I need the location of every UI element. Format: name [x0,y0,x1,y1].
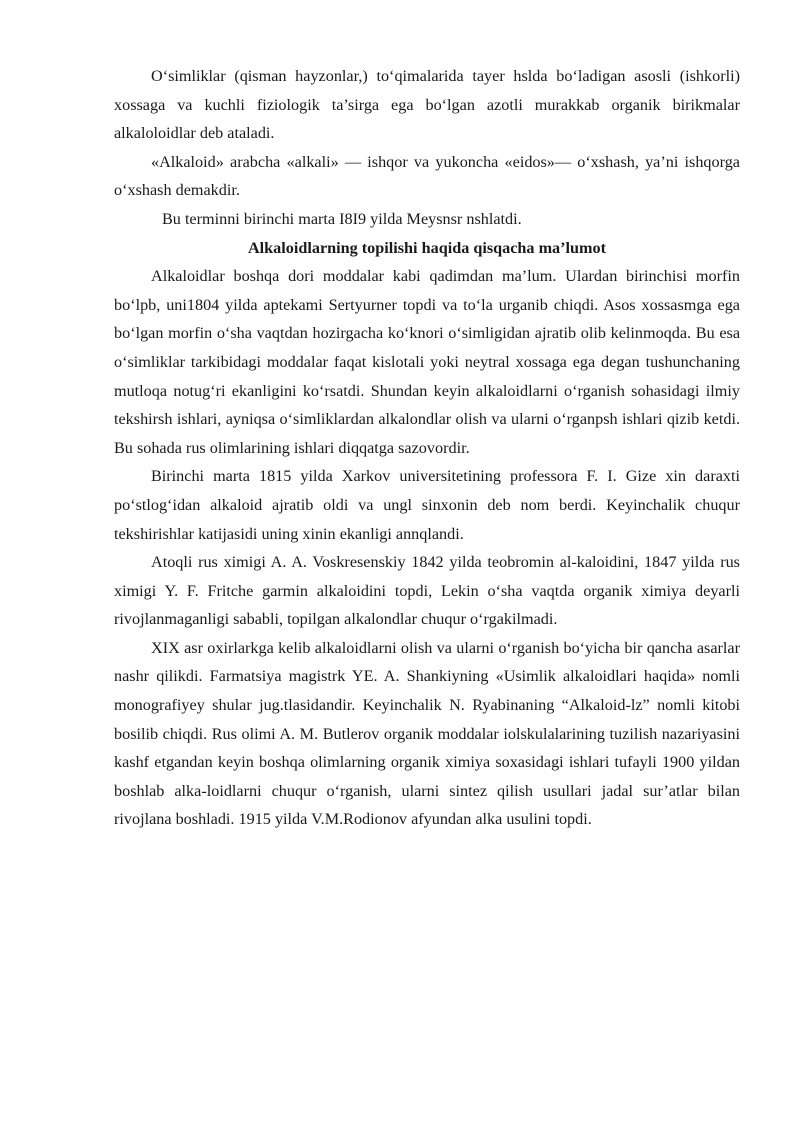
paragraph-etymology: «Alkaloid» arabcha «alkali» — ishqor va yukoncha «eidos»— o‘xshash, ya’ni ishqorga o‘xshash demakdir. [114,152,740,200]
paragraph-voskresenskiy: Atoqli rus ximigi A. A. Voskresenskiy 1842 yilda teobromin al-kaloidini, 1847 yilda rus ximigi Y. F. Fritche garmin alkaloidini topdi, Lekin o‘sha vaqtda organik ximiya deyarli rivojlanmaganligi sababli, topilgan alkalondlar chuqur o‘rgakilmadi. [114,553,740,629]
paragraph-gize-discovery: Birinchi marta 1815 yilda Xarkov universitetining professora F. I. Gize xin daraxti po‘stlog‘idan alkaloid ajratib oldi va ungl sinxonin deb nom berdi. Keyinchalik chuqur tekshirishlar katijasidi uning xinin ekanligi annqlandi. [114,467,740,543]
paragraph-definition: O‘simliklar (qisman hayzonlar,) to‘qimalarida tayer hslda bo‘ladigan asosli (ishkorli) xossaga va kuchli fiziologik ta’sirga ega bo‘lgan azotli murakkab organik birikmalar alkaloloidlar deb ataladi. [114,67,740,143]
paragraph-morphine-history: Alkaloidlar boshqa dori moddalar kabi qadimdan ma’lum. Ulardan birinchisi morfin bo‘lpb, uni1804 yilda aptekami Sertyurner topdi va to‘la urganib chiqdi. Asos xossasmga ega bo‘lgan morfin o‘sha vaqtdan hozirgacha ko‘knori o‘simligidan ajratib olib kelinmoqda. Bu esa o‘simliklar tarkibidagi moddalar faqat kislotali yoki neytral xossaga ega degan tushunchaning mutloqa notug‘ri ekanligini ko‘rsatdi. Shundan keyin alkaloidlarni o‘rganish sohasidagi ilmiy tekshirsh ishlari, ayniqsa o‘simliklardan alkalondlar olish va ularni o‘rganpsh ishlari qizib ketdi. Bu sohada rus olimlarining ishlari diqqatga sazovordir. [114,267,740,457]
paragraph-xix-century: XIX asr oxirlarkga kelib alkaloidlarni olish va ularni o‘rganish bo‘yicha bir qancha asarlar nashr qilikdi. Farmatsiya magistrk YE. A. Shankiyning «Usimlik alkaloidlari haqida» nomli monografiyey shular jug.tlasidandir. Keyinchalik N. Ryabinaning “Alkaloid-lz” nomli kitobi bosilib chiqdi. Rus olimi A. M. Butlerov organik moddalar iolskulalarining tuzilish nazariyasini kashf etgandan keyin boshqa olimlarning organik ximiya soxasidagi ishlari tufayli 1900 yildan boshlab alka-loidlarni chuqur o‘rganish, ularni sintez qilish usullari jadal sur’atlar bilan rivojlana boshladi. 1915 yilda V.M.Rodionov afyundan alka usulini topdi. [114,638,740,829]
document-page [114,62,740,834]
paragraph-term-origin: Bu terminni birinchi marta I8I9 yilda Meysnsr nshlatdi. [162,209,522,228]
section-heading: Alkaloidlarning topilishi haqida qisqacha ma’lumot [247,238,607,257]
